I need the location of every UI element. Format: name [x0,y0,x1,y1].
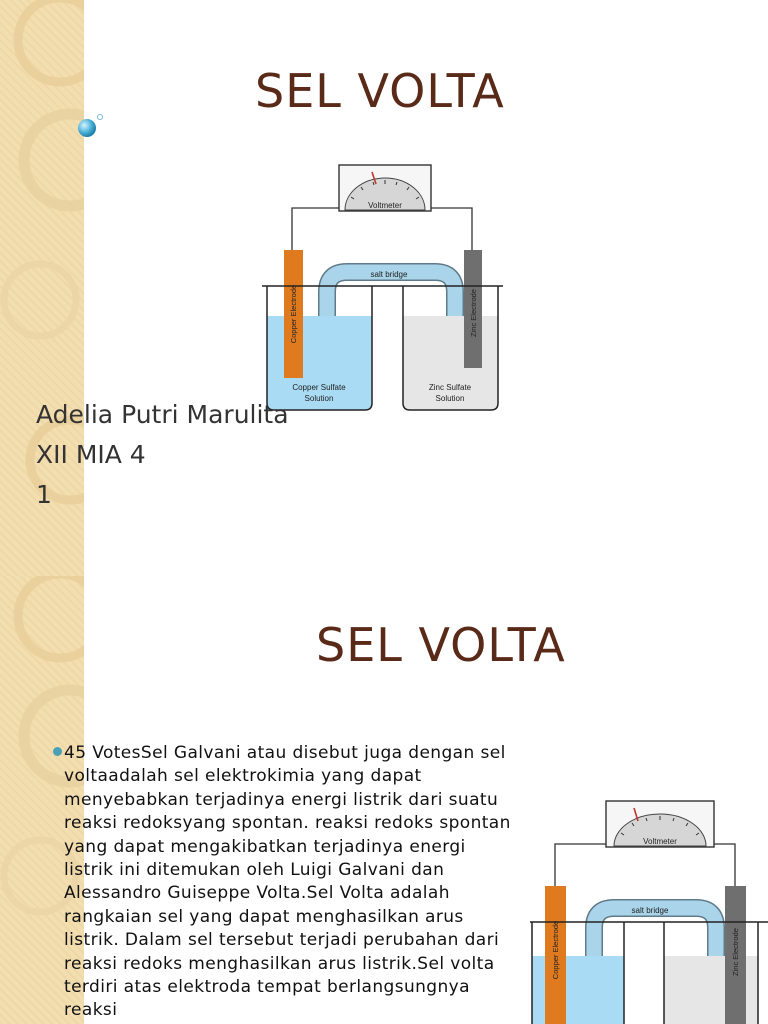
voltaic-cell-diagram [530,796,768,1024]
svg-text:Zinc Electrode: Zinc Electrode [731,928,740,976]
voltmeter-label: Voltmeter [368,201,402,210]
zinc-electrode [464,250,482,368]
copper-electrode [545,886,566,1024]
svg-text:Copper Electrode: Copper Electrode [551,920,560,980]
voltmeter-icon [339,165,431,211]
salt-bridge-label: salt bridge [631,906,669,915]
slide-title: SEL VOLTA [255,64,505,118]
author-number: 1 [36,480,52,509]
slide-2 [0,576,768,1024]
svg-text:Copper Electrode: Copper Electrode [289,284,298,344]
bullet-icon [53,747,62,756]
copper-electrode [284,250,303,378]
svg-text:Zinc Electrode: Zinc Electrode [469,289,478,337]
body-paragraph: 45 VotesSel Galvani atau disebut juga dengan sel voltaadalah sel elektrokimia yang dapat menyebabkan terjadinya energi listrik dari suatu reaksi redoksyang spontan. reaksi redoks spontan yang dapat mengakibatkan terjadinya energi listrik ini ditemukan oleh Luigi Galvani dan Alessandro Guiseppe Volta.Sel Volta adalah rangkaian sel yang dapat menghasilkan arus listrik. Dalam sel tersebut terjadi perubahan dari reaksi redoks menghasilkan arus listrik.Sel volta terdiri atas elektroda tempat berlangsungnya reaksi [64,743,511,1021]
author-name: Adelia Putri Marulita [36,400,289,429]
zinc-electrode [725,886,746,1024]
voltmeter-icon [606,801,714,847]
voltaic-cell-diagram [255,160,515,416]
svg-text:Zinc Sulfate: Zinc Sulfate [428,383,472,392]
salt-bridge-label: salt bridge [370,270,408,279]
svg-text:Copper Sulfate: Copper Sulfate [292,383,346,392]
voltmeter-label: Voltmeter [643,837,677,846]
svg-text:Solution: Solution [304,394,334,403]
svg-text:Solution: Solution [435,394,465,403]
author-class: XII MIA 4 [36,440,146,469]
slide-title: SEL VOLTA [316,618,566,672]
decorative-bubble [76,114,106,144]
